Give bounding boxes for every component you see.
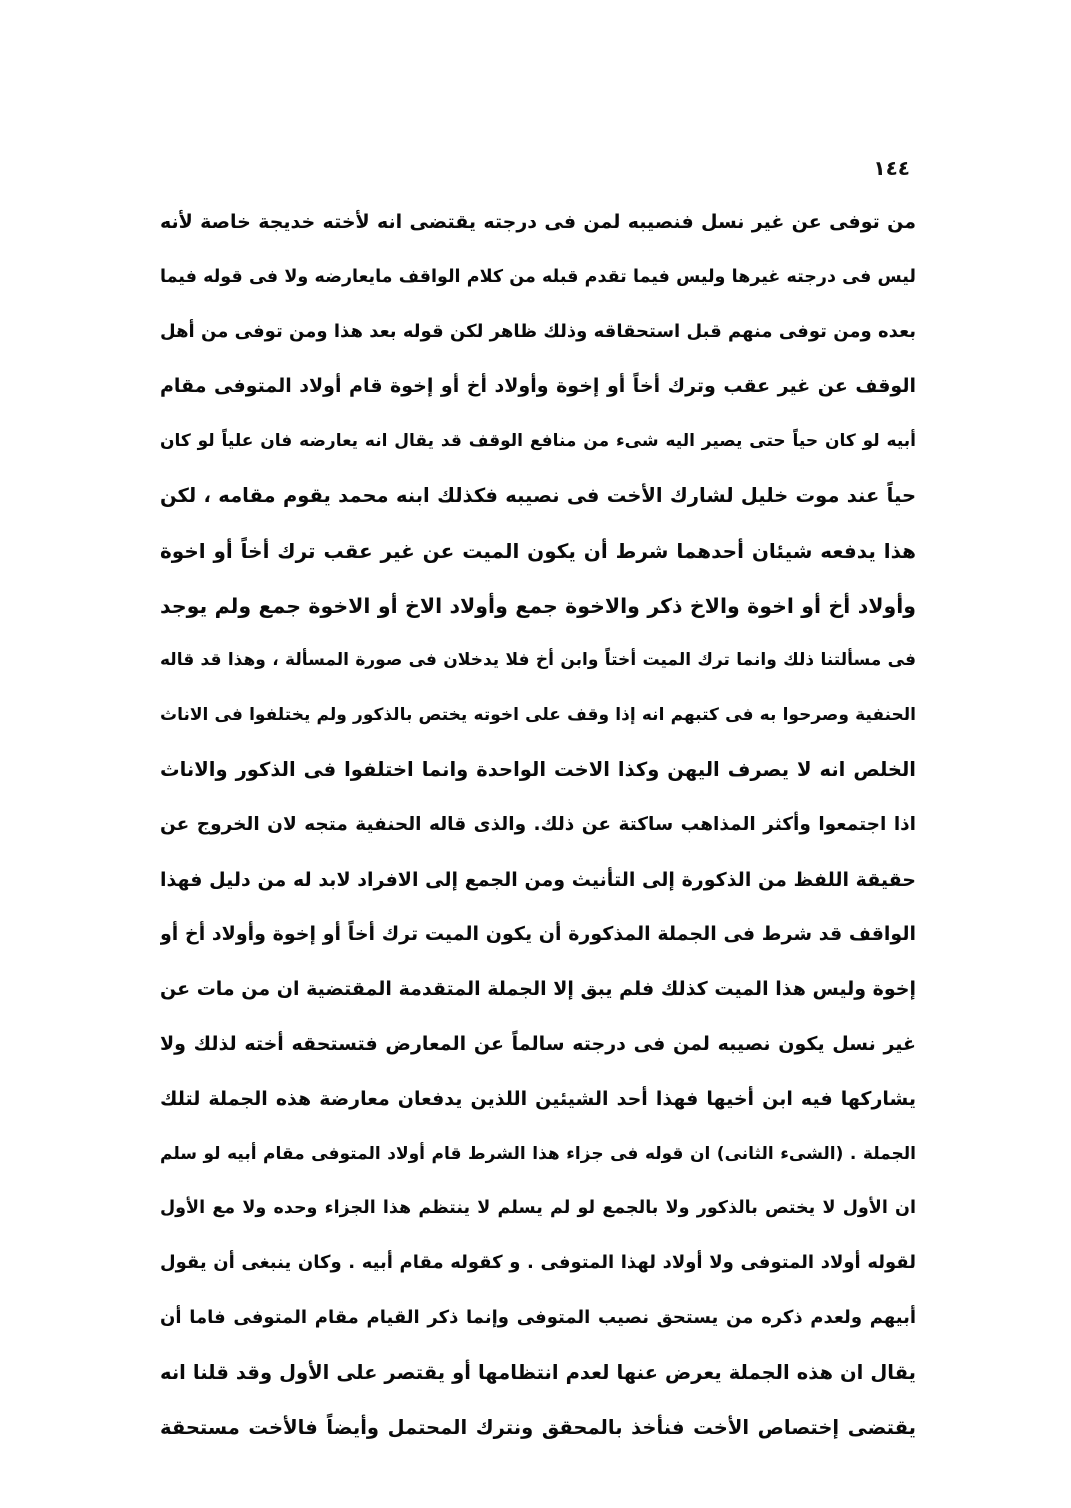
text-line: ان الأول لا يختص بالذكور ولا بالجمع لو لم يسلم لا ينتظم هذا الجزاء وحده ولا مع الأول [160, 1198, 916, 1219]
text-line: الخلص انه لا يصرف اليهن وكذا الاخت الواحدة وانما اختلفوا فى الذكور والاناث [160, 757, 916, 781]
text-line: اذا اجتمعوا وأكثر المذاهب ساكتة عن ذلك. والذى قاله الحنفية متجه لان الخروج عن [160, 813, 916, 835]
text-line: الواقف قد شرط فى الجملة المذكورة أن يكون الميت ترك أخاً أو إخوة وأولاد أخ أو [160, 923, 916, 946]
text-line: الوقف عن غير عقب وترك أخاً أو إخوة وأولاد أخ أو إخوة قام أولاد المتوفى مقام [160, 375, 916, 398]
text-line: يشاركها فيه ابن أخيها فهذا أحد الشيئين اللذين يدفعان معارضة هذه الجملة لتلك [160, 1087, 916, 1110]
text-line: الجملة . (الشىء الثانى) ان قوله فى جزاء هذا الشرط قام أولاد المتوفى مقام أبيه لو سلم [160, 1143, 916, 1164]
text-line: حياً عند موت خليل لشارك الأخت فى نصيبه فكذلك ابنه محمد يقوم مقامه ، لكن [160, 483, 916, 507]
page-number: ١٤٤ [873, 156, 910, 180]
text-line: لقوله أولاد المتوفى ولا أولاد لهذا المتوفى . و كقوله مقام أبيه . وكان ينبغى أن يقول [160, 1252, 916, 1274]
text-line: بعده ومن توفى منهم قبل استحقاقه وذلك ظاهر لكن قوله بعد هذا ومن توفى من أهل [160, 320, 916, 342]
text-line: أبيه لو كان حياً حتى يصير اليه شىء من منافع الوقف قد يقال انه يعارضه فان علياً لو كان [160, 431, 916, 452]
text-line: أبيهم ولعدم ذكره من يستحق نصيب المتوفى وإنما ذكر القيام مقام المتوفى فاما أن [160, 1306, 916, 1328]
text-line: الحنفية وصرحوا به فى كتبهم انه إذا وقف على اخوته يختص بالذكور ولم يختلفوا فى الاناث [160, 705, 916, 726]
text-line: ليس فى درجته غيرها وليس فيما تقدم قبله من كلام الواقف مايعارضه ولا فى قوله فيما [160, 266, 916, 287]
text-line: يقتضى إختصاص الأخت فنأخذ بالمحقق ونترك المحتمل وأيضاً فالأخت مستحقة [160, 1415, 916, 1439]
text-line: فى مسألتنا ذلك وانما ترك الميت أختاً وابن أخ فلا يدخلان فى صورة المسألة ، وهذا قد قاله [160, 650, 916, 671]
text-line: وأولاد أخ أو اخوة والاخ ذكر والاخوة جمع وأولاد الاخ أو الاخوة جمع ولم يوجد [160, 593, 916, 618]
body-text [160, 198, 916, 1458]
text-line: يقال ان هذه الجملة يعرض عنها لعدم انتظامها أو يقتصر على الأول وقد قلنا انه [160, 1360, 916, 1384]
text-line: حقيقة اللفظ من الذكورة إلى التأنيث ومن الجمع إلى الافراد لابد له من دليل فهذا [160, 868, 916, 891]
text-line: إخوة وليس هذا الميت كذلك فلم يبق إلا الجملة المتقدمة المقتضية ان من مات عن [160, 978, 916, 1001]
text-line: غير نسل يكون نصيبه لمن فى درجته سالماً عن المعارض فتستحقه أخته لذلك ولا [160, 1032, 916, 1055]
text-line: هذا يدفعه شيئان أحدهما شرط أن يكون الميت عن غير عقب ترك أخاً أو اخوة [160, 538, 916, 563]
text-line: من توفى عن غير نسل فنصيبه لمن فى درجته يقتضى انه لأخته خديجة خاصة لأنه [160, 211, 916, 233]
